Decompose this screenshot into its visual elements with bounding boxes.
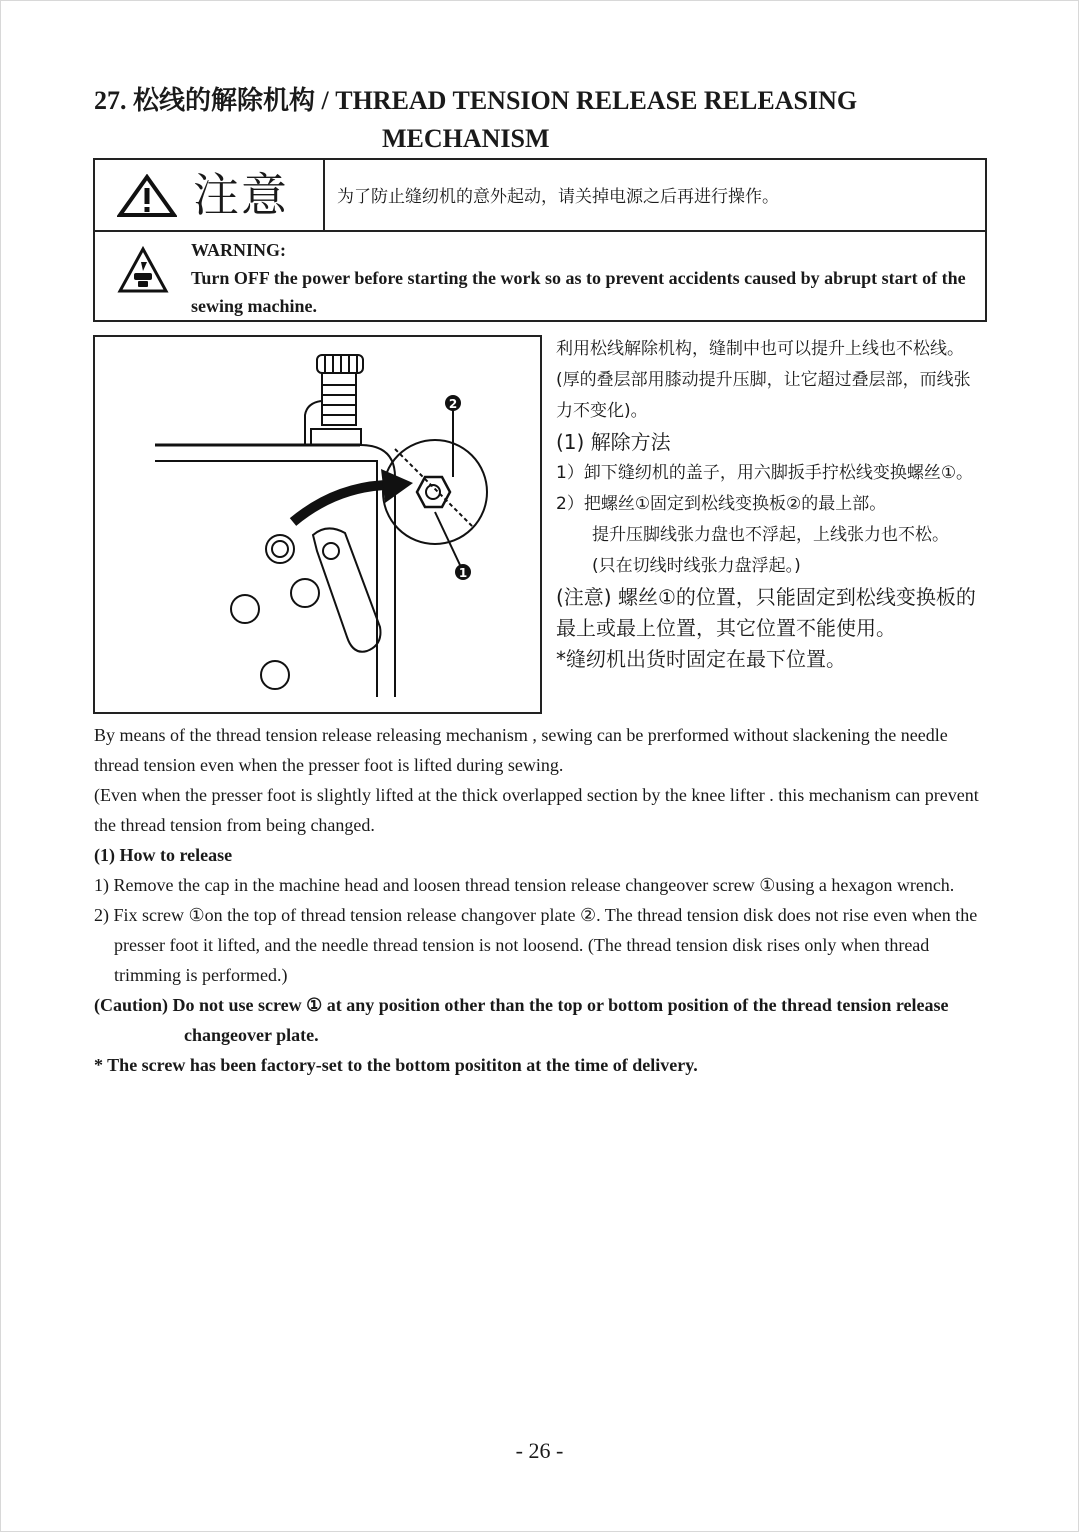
en-heading: (1) How to release: [94, 845, 233, 865]
hand-hazard-icon: [117, 246, 169, 294]
en-caution: (Caution) Do not use screw ① at any position other than the top or bottom position of the thread tension release changeover plate.: [94, 995, 949, 1045]
title-line-1: 27. 松线的解除机构 / THREAD TENSION RELEASE RELEASING: [94, 86, 858, 115]
caution-row-cn: [95, 160, 985, 232]
caution-heading-cell: [95, 160, 325, 230]
cn-step-1: 1）卸下缝纫机的盖子，用六脚扳手拧松线变换螺丝①。: [556, 463, 974, 483]
cn-step-2a: 2）把螺丝①固定到松线变换板②的最上部。: [556, 494, 887, 514]
caution-text-cn: 为了防止缝纫机的意外起动，请关掉电源之后再进行操作。: [337, 187, 779, 207]
caution-row-en: [95, 232, 985, 320]
warning-text: Turn OFF the power before starting the work so as to prevent accidents caused by abrupt start of the sewing machine.: [191, 268, 966, 316]
warning-label: WARNING:: [191, 240, 287, 260]
warning-block: [191, 236, 971, 320]
chinese-instructions: [556, 334, 986, 675]
caution-box: [93, 158, 987, 322]
en-para-1: By means of the thread tension release releasing mechanism , sewing can be prerformed without slackening the needle thread tension even when the presser foot is lifted during sewing.: [94, 725, 948, 775]
mechanism-drawing: [95, 337, 540, 712]
warning-triangle-icon: [117, 174, 177, 218]
english-instructions: [94, 720, 986, 1080]
en-note: * The screw has been factory-set to the bottom posititon at the time of delivery.: [94, 1055, 698, 1075]
cn-step-2c: (只在切线时线张力盘浮起。): [592, 556, 801, 576]
caution-heading-cn: 注意: [193, 168, 289, 222]
title-line-2: MECHANISM: [382, 124, 550, 153]
callout-1: 1: [458, 566, 468, 580]
en-para-2: (Even when the presser foot is slightly lifted at the thick overlapped section by the knee lifter . this mechanism can prevent the thread tension from being changed.: [94, 785, 979, 835]
cn-factory-note: *缝纫机出货时固定在最下位置。: [556, 647, 846, 671]
en-step-2: 2) Fix screw ①on the top of thread tension release changover plate ②. The thread tension disk does not rise even when the presser foot it lifted, and the needle thread tension is not loosend. (The thread tension disk rises only when thread trimming is performed.): [94, 905, 978, 985]
en-step-1: 1) Remove the cap in the machine head and loosen thread tension release changeover screw ①using a hexagon wrench.: [94, 875, 955, 895]
page-number: - 26 -: [515, 1438, 564, 1463]
section-title: [94, 82, 994, 158]
callout-2: 2: [448, 397, 458, 411]
cn-step-2b: 提升压脚线张力盘也不浮起，上线张力也不松。: [592, 525, 949, 545]
cn-caution-note: (注意) 螺丝①的位置，只能固定到松线变换板的最上或最上位置，其它位置不能使用。: [556, 585, 976, 640]
mechanism-illustration: [93, 335, 542, 714]
cn-intro: 利用松线解除机构，缝制中也可以提升上线也不松线。(厚的叠层部用膝动提升压脚，让它超过叠层部，而线张力不变化)。: [556, 339, 971, 421]
cn-heading: (1) 解除方法: [556, 430, 671, 454]
